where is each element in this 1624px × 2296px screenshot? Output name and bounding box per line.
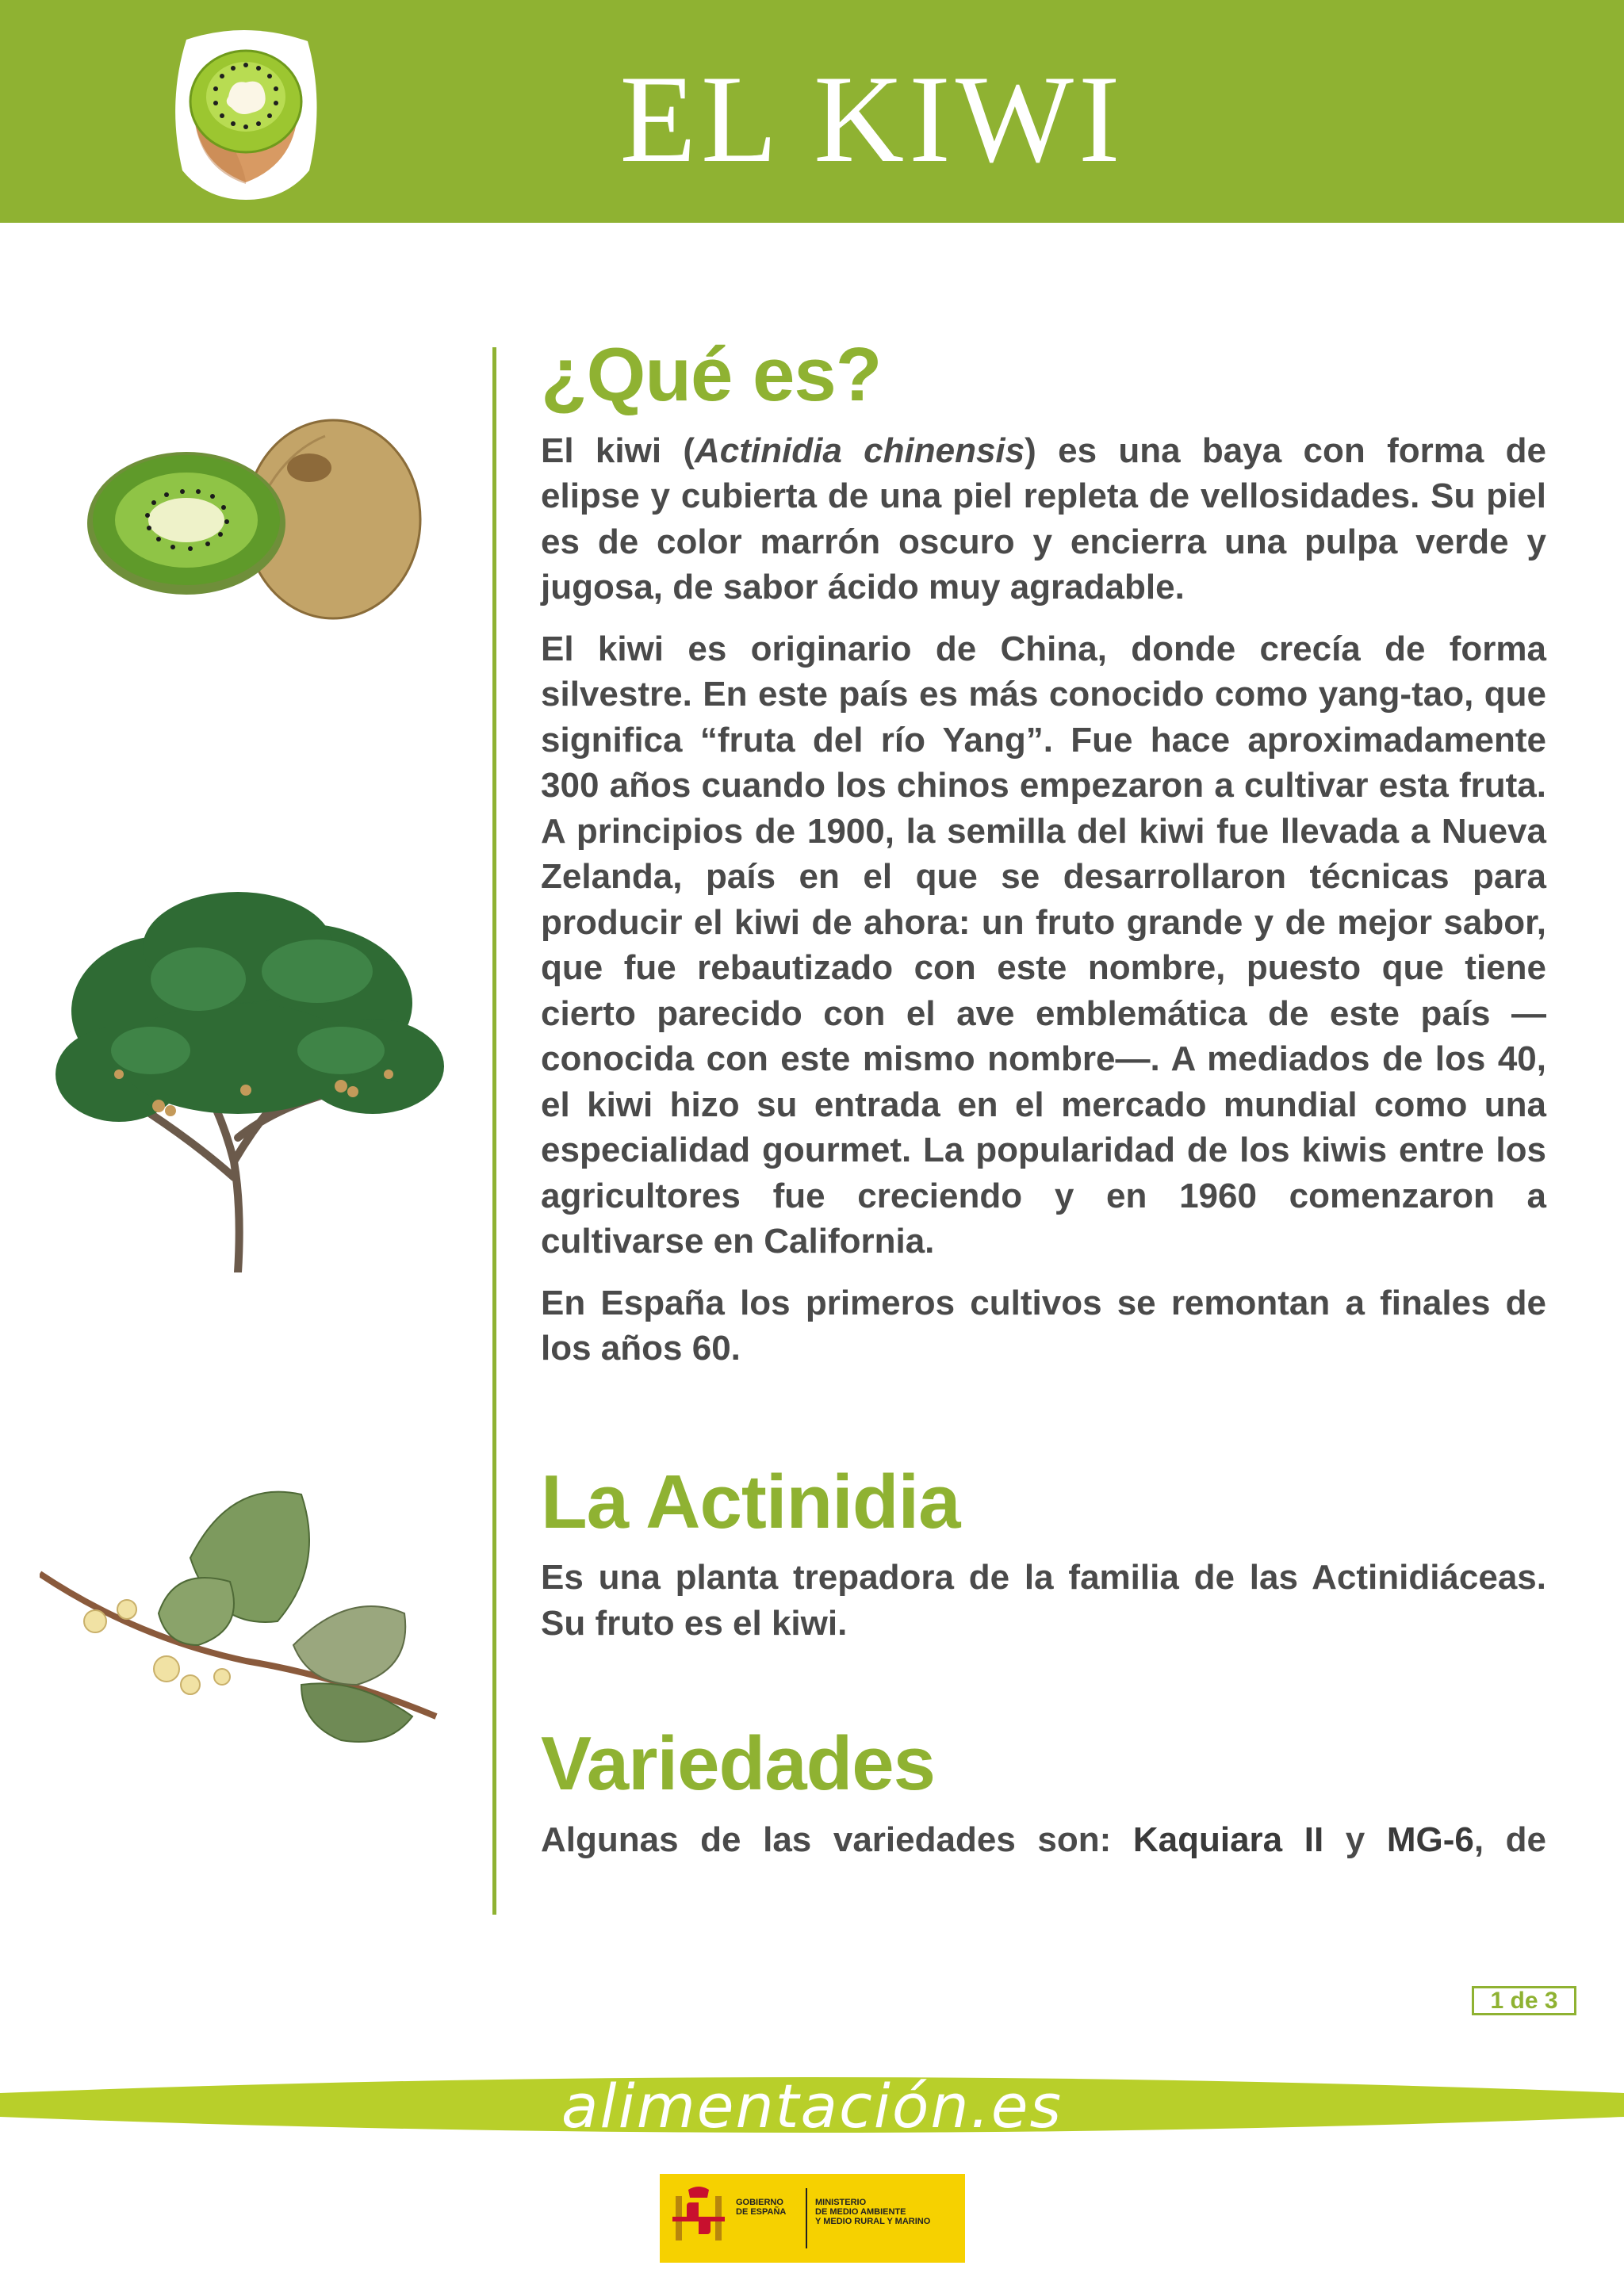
paragraph: Es una planta trepadora de la familia de las Actinidiáceas. Su fruto es el kiwi. <box>541 1558 1546 1643</box>
paragraph <box>541 1817 1546 1863</box>
section-divider-line <box>492 347 496 1915</box>
kiwi-tree-illustration <box>40 876 452 1272</box>
government-logo <box>660 2174 965 2263</box>
government-text: GOBIERNO DE ESPAÑA <box>736 2198 787 2217</box>
logo-divider <box>806 2188 807 2248</box>
page-title: EL KIWI <box>619 50 1125 189</box>
section-title: Variedades <box>541 1721 935 1807</box>
section-actinidia <box>541 1460 1546 1647</box>
paragraph-text: Algunas de las variedades son: <box>541 1820 1133 1859</box>
ministry-text: MINISTERIO DE MEDIO AMBIENTE Y MEDIO RURAL Y MARINO <box>815 2198 931 2226</box>
page-indicator: 1 de 3 <box>1472 1986 1576 2015</box>
kiwi-logo-icon <box>167 24 325 200</box>
paragraph-text: El kiwi ( <box>541 430 695 470</box>
paragraph <box>541 428 1546 610</box>
kiwi-fruit-illustration <box>71 404 436 634</box>
header-banner <box>0 0 1624 223</box>
section-title: ¿Qué es? <box>541 332 882 417</box>
paragraph-text: y <box>1323 1820 1387 1859</box>
variety-name: Kaquiara II <box>1132 1820 1324 1859</box>
section-variedades <box>541 1722 1546 1862</box>
scientific-name: Actinidia chinensis <box>695 430 1025 470</box>
main-content <box>541 333 1546 1942</box>
section-title: La Actinidia <box>541 1459 960 1544</box>
site-name[interactable]: alimentación.es <box>561 2071 1063 2141</box>
paragraph-text: , de <box>1473 1820 1547 1859</box>
section-que-es <box>541 333 1546 1372</box>
variety-name: MG-6 <box>1386 1820 1474 1859</box>
paragraph: En España los primeros cultivos se remontan a finales de los años 60. <box>541 1283 1546 1368</box>
paragraph-text: ) es una baya con forma de elipse y cubierta de una piel repleta de vellosidades. Su piel es de color marrón oscuro y encierra una pulpa verde y jugosa, de sabor ácido muy agradable. <box>541 430 1547 607</box>
actinidia-branch-illustration <box>40 1479 452 1764</box>
coat-of-arms-icon <box>671 2185 726 2252</box>
paragraph: El kiwi es originario de China, donde crecía de forma silvestre. En este país es más conocido como yang-tao, que significa “fruta del río Yang”. Fue hace aproximadamente 300 años cuando los chinos empezaron a cultivar esta fruta. A principios de 1900, la semilla del kiwi fue llevada a Nueva Zelanda, país en el que se desarrollaron técnicas para producir el kiwi de ahora: un fruto grande y de mejor sabor, que fue rebautizado con este nombre, puesto que tiene cierto parecido con el ave emblemática de este país —conocida con este mismo nombre—. A mediados de los 40, el kiwi hizo su entrada en el mercado mundial como una especialidad gourmet. La popularidad de los kiwis entre los agricultores fue creciendo y en 1960 comenzaron a cultivarse en California. <box>541 629 1546 1261</box>
